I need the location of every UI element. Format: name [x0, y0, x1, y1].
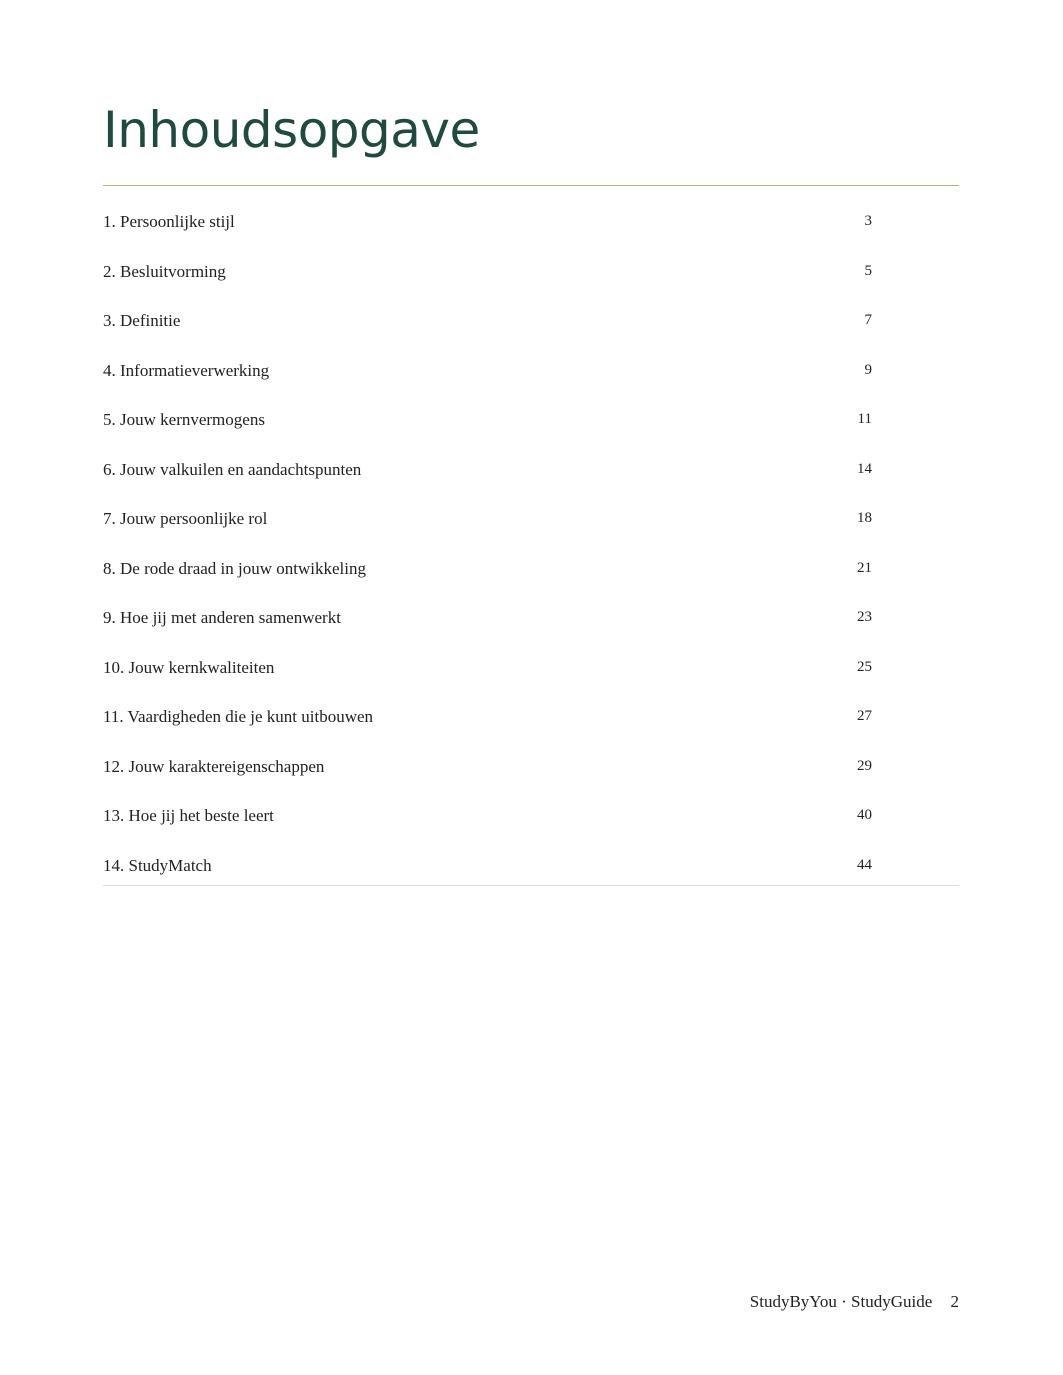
toc-entry-page: 25	[857, 658, 872, 675]
toc-entry-page: 44	[857, 856, 872, 873]
toc-entry-4[interactable]	[103, 347, 959, 397]
toc-entry-page: 23	[857, 609, 872, 625]
toc-entry-1[interactable]	[103, 198, 959, 248]
toc-entry-label: 8. De rode draad in jouw ontwikkeling	[103, 558, 366, 578]
toc-entry-9[interactable]	[103, 594, 959, 644]
toc-entry-label: 14. StudyMatch	[103, 855, 212, 875]
toc-entry-page: 14	[857, 460, 872, 477]
toc-entry-label: 9. Hoe jij met anderen samenwerkt	[103, 608, 341, 627]
toc-entry-label: 7. Jouw persoonlijke rol	[103, 509, 268, 528]
toc-entry-label: 5. Jouw kernvermogens	[103, 410, 265, 429]
footer-text: StudyByYou · StudyGuide	[749, 1292, 933, 1311]
toc-entry-13[interactable]	[103, 792, 959, 842]
toc-entry-page: 11	[857, 411, 872, 427]
toc-entry-label: 10. Jouw kernkwaliteiten	[103, 657, 275, 677]
page-title: Inhoudsopgave	[103, 101, 480, 159]
toc-entry-page: 5	[864, 262, 872, 279]
page-footer	[750, 1292, 959, 1312]
toc-entry-label: 13. Hoe jij het beste leert	[103, 806, 274, 825]
toc-entry-page: 18	[857, 510, 872, 526]
toc-entry-12[interactable]	[103, 743, 959, 793]
toc-entry-page: 29	[857, 757, 872, 774]
toc-entry-label: 1. Persoonlijke stijl	[103, 212, 235, 231]
table-of-contents	[103, 198, 959, 891]
toc-entry-2[interactable]	[103, 248, 959, 298]
toc-entry-8[interactable]	[103, 545, 959, 595]
toc-entry-page: 3	[864, 213, 872, 229]
toc-entry-11[interactable]	[103, 693, 959, 743]
toc-entry-label: 6. Jouw valkuilen en aandachtspunten	[103, 459, 362, 479]
toc-entry-page: 40	[857, 807, 872, 823]
toc-entry-10[interactable]	[103, 644, 959, 694]
toc-entry-14[interactable]	[103, 842, 959, 892]
toc-bottom-divider	[103, 885, 959, 886]
toc-entry-page: 9	[864, 361, 872, 378]
footer-page-number: 2	[950, 1292, 959, 1311]
toc-entry-label: 11. Vaardigheden die je kunt uitbouwen	[103, 707, 374, 726]
toc-entry-page: 7	[864, 312, 872, 328]
toc-entry-label: 2. Besluitvorming	[103, 261, 226, 281]
toc-entry-page: 27	[857, 708, 872, 724]
toc-entry-label: 4. Informatieverwerking	[103, 360, 270, 380]
toc-entry-7[interactable]	[103, 495, 959, 545]
title-divider	[103, 185, 959, 186]
toc-entry-label: 12. Jouw karaktereigenschappen	[103, 756, 325, 776]
toc-entry-3[interactable]	[103, 297, 959, 347]
toc-entry-6[interactable]	[103, 446, 959, 496]
toc-entry-label: 3. Definitie	[103, 311, 181, 330]
toc-entry-page: 21	[857, 559, 872, 576]
toc-entry-5[interactable]	[103, 396, 959, 446]
